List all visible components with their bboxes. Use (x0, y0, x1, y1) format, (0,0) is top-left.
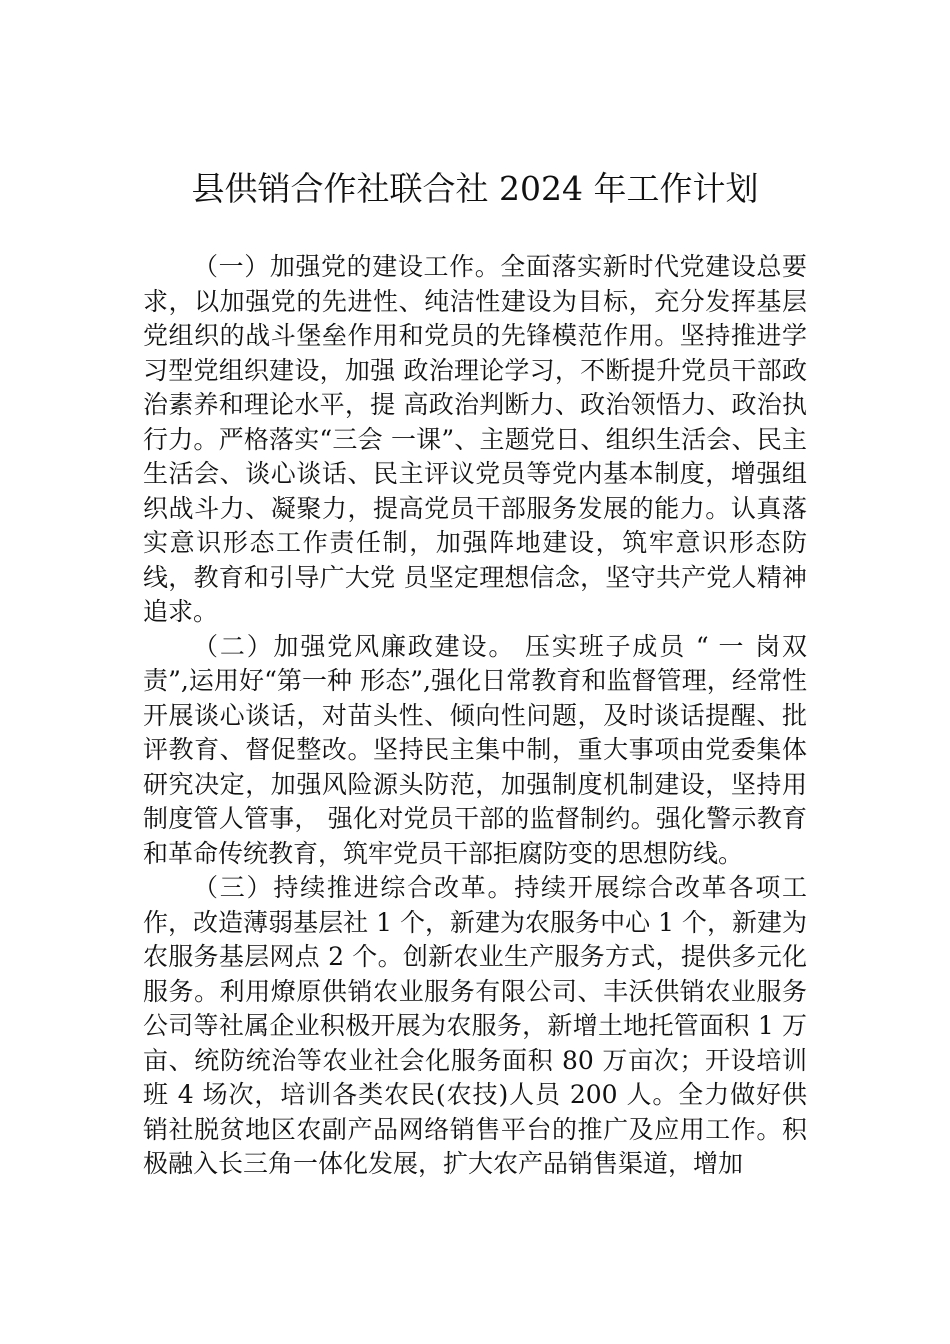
paragraph-integrity-building: （二）加强党风廉政建设。 压实班子成员 “ 一 岗双责”,运用好“第一种 形态”,强化日常教育和监督管理，经常性开展谈心谈话，对苗头性、倾向性问题，及时谈话提醒、批评教育、督促整改。坚持民主集中制，重大事项由党委集体研究决定，加强风险源头防范，加强制度机制建设，坚持用制度管人管事， 强化对党员干部的监督制约。强化警示教育和革命传统教育，筑牢党员干部拒腐防变的思想防线。 (143, 631, 807, 868)
paragraph-party-building: （一）加强党的建设工作。全面落实新时代党建设总要求，以加强党的先进性、纯洁性建设为目标，充分发挥基层 党组织的战斗堡垒作用和党员的先锋模范作用。坚持推进学习型党组织建设，加强 政治理论学习，不断提升党员干部政治素养和理论水平，提 高政治判断力、政治领悟力、政治执行力。严格落实“三会 一课”、主题党日、组织生活会、民主生活会、谈心谈话、民主评议党员等党内基本制度，增强组织战斗力、凝聚力，提高党员干部服务发展的能力。认真落实意识形态工作责任制，加强阵地建设，筑牢意识形态防线，教育和引导广大党 员坚定理想信念，坚守共产党人精神追求。 (143, 252, 807, 626)
document-body (143, 250, 807, 1182)
paragraph-comprehensive-reform: （三）持续推进综合改革。持续开展综合改革各项工作，改造薄弱基层社 1 个，新建为农服务中心 1 个，新建为农服务基层网点 2 个。创新农业生产服务方式，提供多元化服务。利用燎原供销农业服务有限公司、丰沃供销农业服务公司等社属企业积极开展为农服务，新增土地托管面积 1 万亩、统防统治等农业社会化服务面积 80 万亩次；开设培训班 4 场次，培训各类农民(农技)人员 200 人。全力做好供销社脱贫地区农副产品网络销售平台的推广及应用工作。积极融入长三角一体化发展，扩大农产品销售渠道，增加 (143, 873, 807, 1178)
document-title: 县供销合作社联合社 2024 年工作计划 (191, 169, 759, 208)
